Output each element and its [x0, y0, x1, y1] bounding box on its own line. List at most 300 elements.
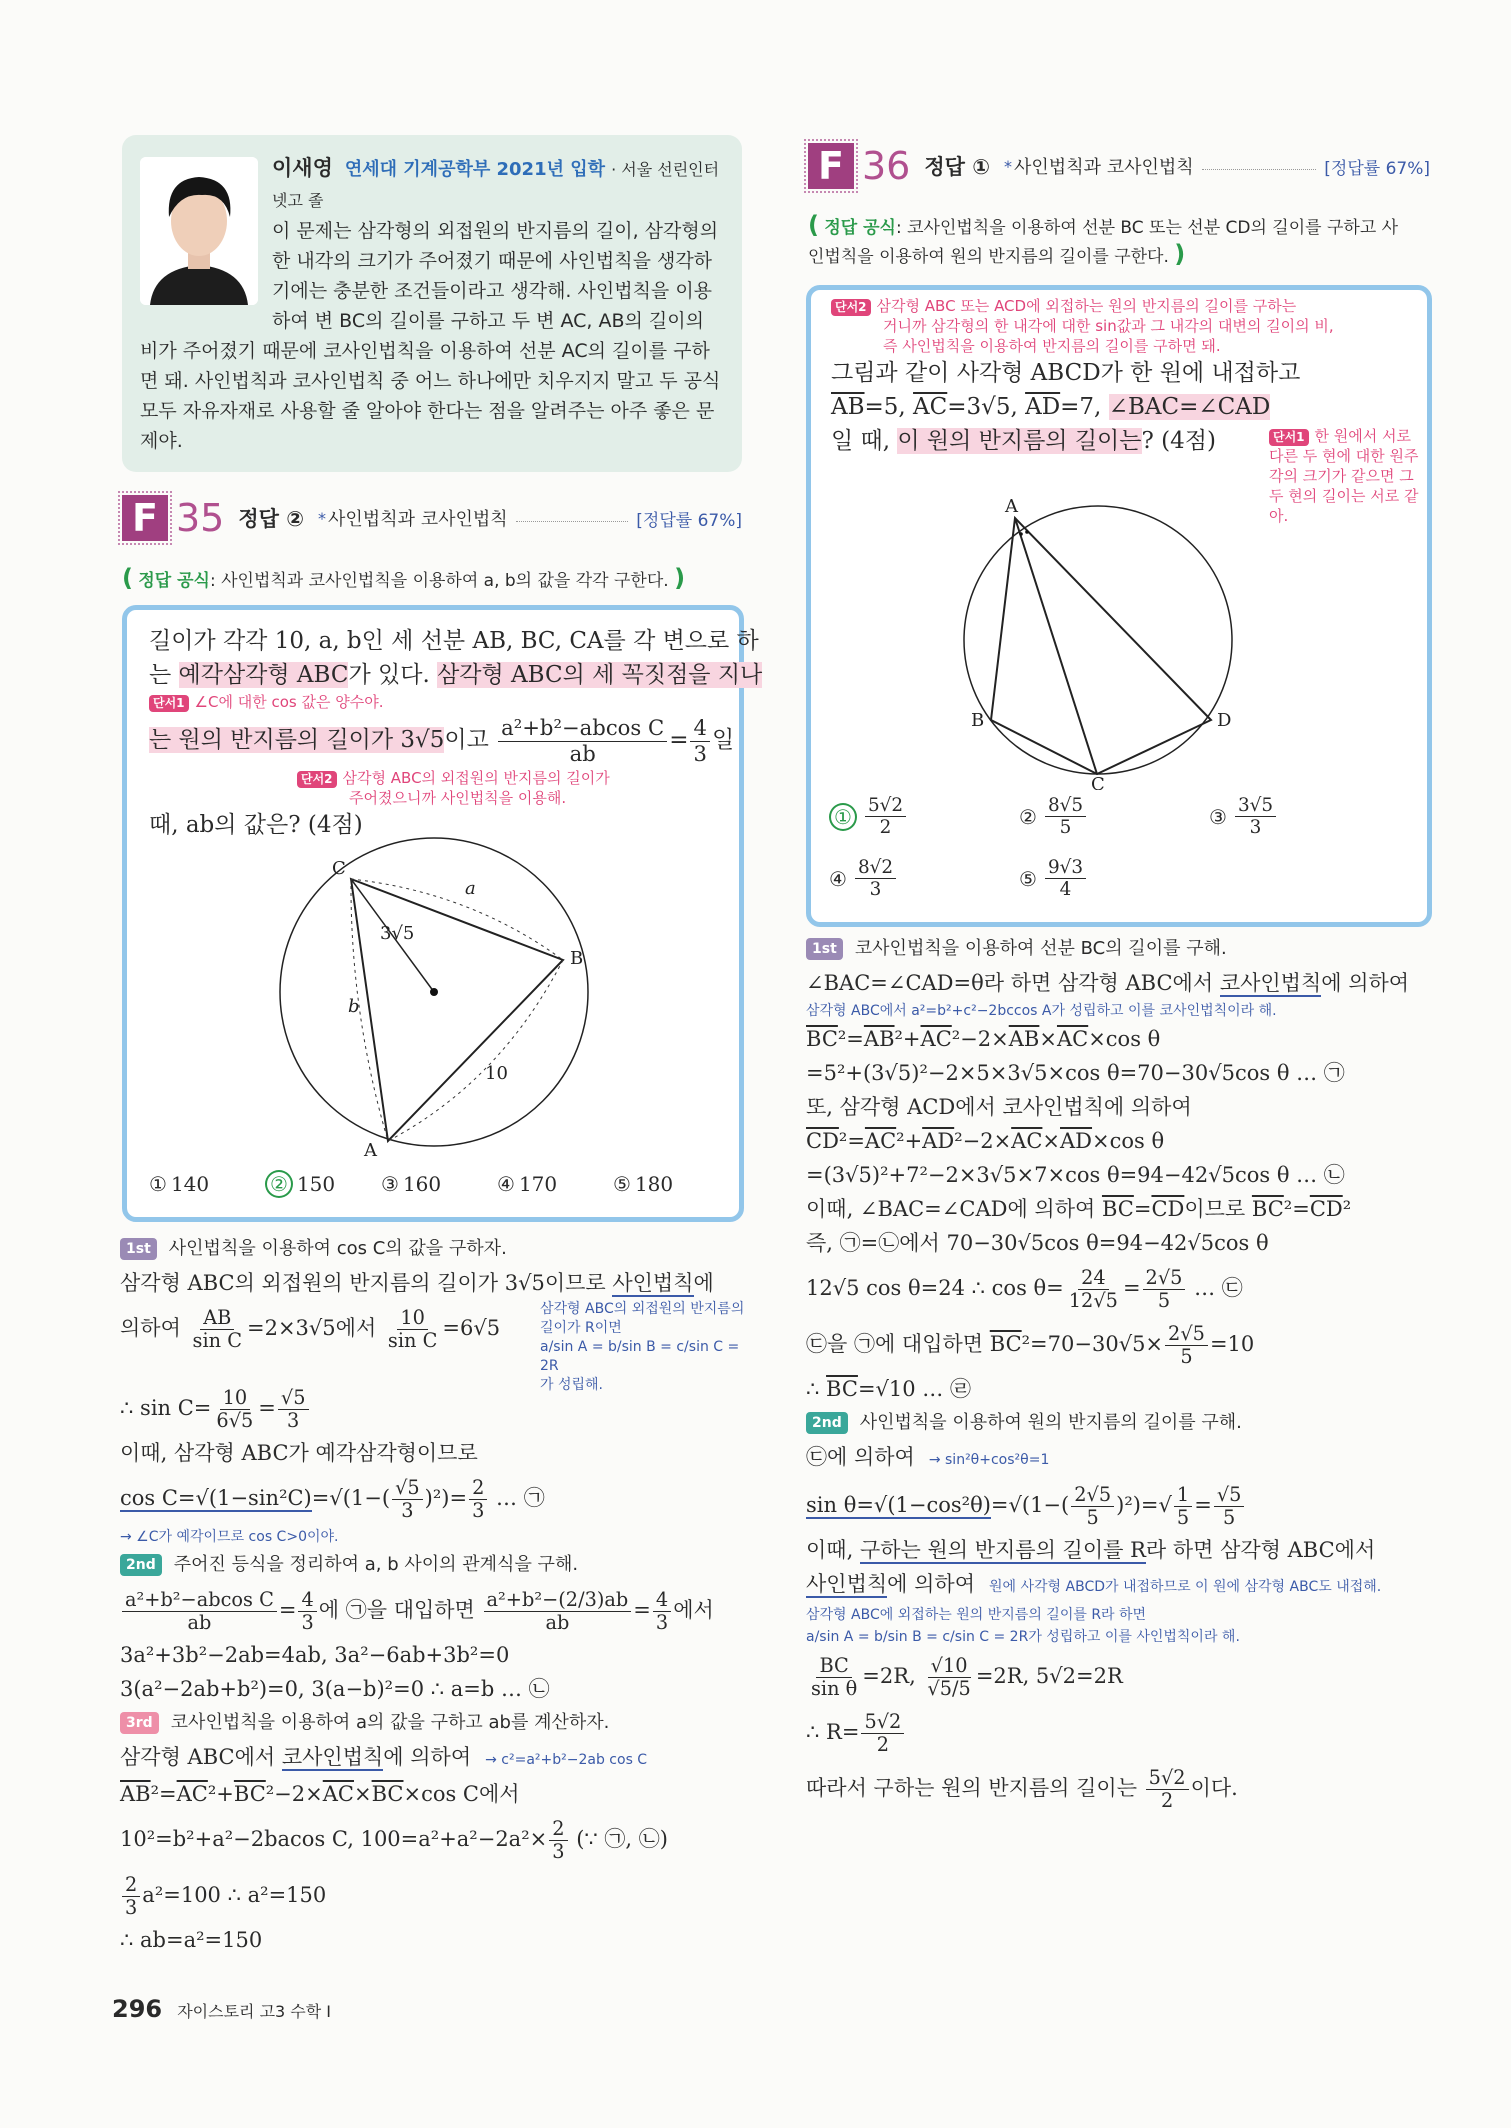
text-run: ×: [1039, 1027, 1057, 1051]
text-line: [806, 1704, 1436, 1760]
text-run: 이때, ∠BAC=∠CAD에 의하여: [806, 1197, 1102, 1221]
fraction: [392, 1477, 423, 1522]
text-run: =: [669, 727, 689, 753]
text-line: [806, 1090, 1436, 1124]
fraction: [1066, 1267, 1121, 1312]
text-run: → ∠C가 예각이므로 cos C>0이야.: [120, 1529, 339, 1545]
star-icon: *: [1004, 156, 1013, 176]
step-badge: 단서2: [297, 771, 337, 788]
text-run: ∠C에 대한 cos 값은 양수야.: [194, 693, 384, 711]
text-run: =√10 … ㉣: [857, 1377, 971, 1401]
numerator: 24: [1078, 1267, 1109, 1290]
step-heading: [120, 1706, 750, 1740]
vertex-label-c: C: [1091, 774, 1105, 790]
choice-fraction: [865, 795, 906, 838]
text-run: 그림과 같이 사각형 ABCD가 한 원에 내접하고: [831, 360, 1301, 386]
text-line: [806, 1533, 1436, 1567]
text-run: =3√5,: [947, 394, 1026, 420]
segment-name: $\overline{BC}$: [233, 1782, 266, 1806]
highlighted-text: 예각삼각형 ABC: [178, 662, 349, 688]
numerator: 8√2: [855, 857, 896, 879]
text-run: ∴: [806, 1377, 827, 1401]
hint-note: [1269, 426, 1419, 526]
denominator: 12√5: [1068, 1289, 1118, 1312]
text-line: [806, 1604, 1436, 1626]
choice-value: 160: [402, 1172, 442, 1196]
section-badge: F: [808, 143, 854, 189]
student-profile-body: [122, 135, 742, 472]
question-35-problem-box: [122, 605, 763, 1222]
question-number: 35: [176, 496, 225, 540]
text-run: 삼각형 ABC에서: [120, 1745, 282, 1769]
text-run: 길이가 각각 10, a, b인 세 선분 AB, BC, CA를 각 변으로 하: [149, 628, 759, 654]
text-run: 코사인법칙을 이용하여 선분 BC의 길이를 구해.: [854, 938, 1227, 959]
text-run: 12√5 cos θ=24 ∴ cos θ=: [806, 1276, 1064, 1300]
text-run: 에 의하여: [887, 1572, 975, 1596]
denominator: 3: [552, 1840, 565, 1863]
fraction: [1165, 1323, 1208, 1368]
text-line: [120, 1300, 750, 1393]
highlighted-text: 삼각형 ABC의 세 꼭짓점을 지나: [437, 662, 763, 688]
annotation-note: → sin²θ+cos²θ=1: [928, 1452, 1050, 1468]
student-profile-card: [122, 135, 742, 472]
student-comment: 이 문제는 삼각형의 외접원의 반지름의 길이, 삼각형의 한 내각의 크기가 주어졌기 때문에 사인법칙을 생각하기에는 충분한 조건들이라고 생각해. 사인법칙을 이용하여 변 BC의 길이를 구하고 두 변 AC, AB의 길이의 비가 주어졌기 때문: [140, 220, 719, 362]
text-run: ²=: [837, 1027, 864, 1051]
answer-choice[interactable]: [1019, 795, 1088, 838]
numerator: 10: [220, 1387, 251, 1410]
choice-fraction: [1045, 857, 1086, 900]
text-run: 즉 사인법칙을 이용하여 반지름의 길이를 구하면 돼.: [883, 337, 1221, 355]
text-run: 코사인법칙을 이용하여 a의 값을 구하고 ab를 계산하자.: [170, 1712, 610, 1733]
radius-label: 3√5: [380, 923, 415, 944]
numerator: a²+b²−abcos C: [498, 716, 667, 741]
segment-name: $\overline{AC}$: [1011, 1129, 1043, 1153]
denominator: 3: [301, 1611, 314, 1634]
segment-name: $\overline{AB}$: [1008, 1027, 1040, 1051]
text-run: =5²+(3√5)²−2×5×3√5×cos θ=70−30√5cos θ … ㉠: [806, 1061, 1345, 1085]
text-run: 이다.: [1190, 1776, 1238, 1800]
text-run: 또, 삼각형 ACD에서 코사인법칙에 의하여: [806, 1095, 1192, 1119]
step-badge: 단서1: [149, 695, 189, 712]
text-run: 이고: [444, 727, 497, 753]
text-line: [831, 356, 1421, 390]
segment-name: $\overline{CD}$: [1151, 1197, 1185, 1221]
denominator: sin C: [387, 1329, 438, 1352]
side-note-line: 가 성립해.: [540, 1377, 603, 1393]
segment-name: $\overline{BC}$: [826, 1377, 858, 1401]
text-run: ×cos θ: [1092, 1129, 1165, 1153]
denominator: 2: [879, 817, 892, 839]
topic-label: 사인법칙과 코사인법칙: [328, 509, 508, 530]
fraction: [122, 1874, 140, 1919]
text-run: =2R,: [862, 1664, 923, 1688]
answer-label: 정답 ①: [924, 155, 991, 179]
correct-rate: [정답률 67%]: [1324, 158, 1430, 179]
text-run: ×cos θ: [1088, 1027, 1161, 1051]
formula-label: 정답 공식: [138, 571, 210, 591]
student-photo-illustration: [140, 157, 258, 305]
hint-line: [831, 336, 1421, 356]
denominator: 5: [1157, 1289, 1171, 1312]
correct-rate: [정답률 67%]: [636, 510, 742, 531]
step-badge: 단서2: [831, 299, 871, 316]
numerator: 3√5: [1235, 795, 1276, 817]
fraction: [469, 1477, 487, 1522]
choice-marker: ①: [149, 1172, 167, 1196]
formula-label: 정답 공식: [824, 218, 896, 238]
text-line: [120, 1811, 750, 1867]
numerator: 8√5: [1045, 795, 1086, 817]
text-line: [120, 1867, 750, 1923]
segment-name: $\overline{BC}$: [1101, 1197, 1134, 1221]
text-line: [806, 1372, 1436, 1406]
text-run: =5,: [864, 394, 914, 420]
answer-choice[interactable]: [829, 795, 908, 838]
text-line: [806, 966, 1436, 1000]
segment-name: $\overline{BC}$: [371, 1782, 404, 1806]
denominator: 5: [1222, 1506, 1236, 1529]
text-run: 즉, ㉠=㉡에서 70−30√5cos θ=94−42√5cos θ: [806, 1231, 1269, 1255]
text-run: 는: [149, 662, 179, 688]
denominator: 3: [125, 1896, 138, 1919]
page-number: 296: [112, 1995, 163, 2023]
answer-choices: [149, 1170, 729, 1198]
step-badge: 3rd: [120, 1712, 159, 1734]
text-run: ×: [1042, 1129, 1061, 1153]
text-run: =: [633, 1598, 651, 1622]
choice-marker: ⑤: [1019, 866, 1037, 891]
circle-center: [430, 988, 438, 996]
answer-label: 정답 ②: [238, 507, 305, 531]
text-run: 에: [693, 1271, 714, 1295]
text-run: ×cos C에서: [403, 1782, 520, 1806]
fraction: [122, 1589, 277, 1634]
text-run: =(3√5)²+7²−2×3√5×7×cos θ=94−42√5cos θ … ㉡: [806, 1163, 1345, 1187]
text-run: 3(a²−2ab+b²)=0, 3(a−b)²=0 ∴ a=b … ㉡: [120, 1677, 550, 1701]
hint-line: [149, 768, 729, 788]
step-badge: 1st: [120, 1238, 157, 1260]
text-line: [120, 1638, 750, 1672]
segment-name: $\overline{AC}$: [1056, 1027, 1089, 1051]
underlined-text: 코사인법칙: [1219, 971, 1322, 995]
text-line: [806, 1124, 1436, 1158]
fraction: [190, 1307, 245, 1352]
numerator: BC: [816, 1655, 851, 1678]
fraction: [690, 716, 709, 766]
answer-choice[interactable]: [613, 1170, 729, 1198]
text-line: [806, 1260, 1436, 1316]
vertex-label-c: C: [332, 858, 346, 879]
vertex-label-a: A: [1005, 496, 1018, 517]
text-line: [120, 1672, 750, 1706]
text-line: [120, 1777, 750, 1811]
underlined-text: 사인법칙: [806, 1572, 888, 1596]
segment-name: $\overline{AD}$: [1060, 1129, 1093, 1153]
denominator: 2: [876, 1733, 890, 1756]
step-badge: 2nd: [806, 1412, 848, 1434]
fraction: [1214, 1484, 1245, 1529]
text-run: =2R, 5√2=2R: [975, 1664, 1123, 1688]
text-run: … ㉠: [489, 1486, 545, 1510]
denominator: 3: [472, 1499, 485, 1522]
fraction: [924, 1655, 973, 1700]
step-heading: [806, 1406, 1436, 1440]
numerator: a²+b²−abcos C: [122, 1589, 277, 1612]
dotted-leader: [1202, 169, 1317, 170]
diagonal-ac: [1015, 518, 1097, 774]
text-run: =7,: [1060, 394, 1109, 420]
numerator: √5: [1214, 1484, 1245, 1507]
hint-line: [831, 316, 1421, 336]
highlighted-text: 이 원의 반지름의 길이는: [897, 428, 1142, 454]
underlined-text: sin θ=√(1−cos²θ): [806, 1493, 991, 1517]
numerator: 2√5: [1143, 1267, 1186, 1290]
hint-text: 한 원에서 서로 다른 두 현에 대한 원주각의 크기가 같으면 그 두 현의 길이는 서로 같아.: [1269, 427, 1419, 525]
text-run: 3a²+3b²−2ab=4ab, 3a²−6ab+3b²=0: [120, 1643, 510, 1667]
numerator: 4: [298, 1589, 316, 1612]
topic-label: 사인법칙과 코사인법칙: [1014, 157, 1194, 178]
answer-formula: ( 정답 공식: 코사인법칙을 이용하여 선분 BC 또는 선분 CD의 길이를 구하고 사인법칙을 이용하여 원의 반지름의 길이를 구한다. ): [808, 211, 1399, 268]
segment-name: $\overline{AD}$: [922, 1129, 955, 1153]
fraction: [498, 716, 667, 766]
numerator: 4: [653, 1589, 671, 1612]
vertex-label-b: B: [971, 710, 985, 731]
numerator: 2: [469, 1477, 487, 1500]
text-line: [806, 1022, 1436, 1056]
choice-marker: ④: [497, 1172, 515, 1196]
segment-name: $\overline{CD}$: [1309, 1197, 1343, 1221]
text-run: 거니까 삼각형의 한 내각에 대한 sin값과 그 내각의 대변의 길이의 비,: [883, 317, 1334, 335]
denominator: ab: [569, 740, 596, 766]
text-run: =2×3√5에서: [247, 1316, 383, 1340]
text-run: 일 때,: [831, 428, 898, 454]
fraction: [653, 1589, 671, 1634]
denominator: sin θ: [811, 1677, 858, 1700]
text-run: ? (4점): [1141, 428, 1216, 454]
denominator: 3: [693, 740, 707, 766]
text-line: [806, 1316, 1436, 1372]
denominator: 3: [1249, 817, 1262, 839]
question-36-problem-box: [806, 285, 1432, 927]
denominator: sin C: [192, 1329, 242, 1352]
segment-name: $\overline{BC}$: [1251, 1197, 1284, 1221]
segment-name: $\overline{AC}$: [864, 1129, 897, 1153]
segment-name: $\overline{AD}$: [1025, 394, 1061, 420]
denominator: 5: [1086, 1506, 1099, 1529]
text-run: ²=: [150, 1782, 177, 1806]
text-run: =: [1133, 1197, 1152, 1221]
fraction: [1143, 1267, 1186, 1312]
text-line: [149, 624, 759, 658]
hint-line: [149, 788, 729, 808]
numerator: 5√2: [1146, 1767, 1189, 1790]
highlighted-text: 는 원의 반지름의 길이가 3√5: [149, 727, 445, 753]
side-label-a: a: [465, 878, 476, 899]
step-badge: 1st: [806, 938, 843, 960]
numerator: 2: [122, 1874, 140, 1897]
choice-marker: ②: [1019, 804, 1037, 829]
choice-value: 140: [170, 1172, 210, 1196]
text-run: ∴ R=: [806, 1720, 860, 1744]
text-line: [120, 1266, 750, 1300]
text-line: [120, 1740, 750, 1777]
problem-text: [149, 624, 763, 842]
annotation-note: 원에 사각형 ABCD가 내접하므로 이 원에 삼각형 ABC도 내접해.: [988, 1579, 1382, 1595]
text-run: ²−2×: [265, 1782, 323, 1806]
highlighted-text: ∠BAC=∠CAD: [1108, 394, 1271, 420]
page-footer: [112, 1995, 331, 2023]
vertex-label-b: B: [570, 948, 584, 969]
denominator: 6√5: [216, 1409, 254, 1432]
text-line: [831, 390, 1421, 424]
text-line: [120, 1436, 750, 1470]
text-run: 삼각형 ABC의 외접원의 반지름의 길이가: [342, 769, 610, 787]
question-number: 36: [862, 144, 911, 188]
segment-name: $\overline{AC}$: [920, 1027, 952, 1051]
text-run: 삼각형 ABC 또는 ACD에 외접하는 원의 반지름의 길이를 구하는: [876, 297, 1297, 315]
text-run: (∵ ㉠, ㉡): [569, 1827, 668, 1851]
text-run: 의하여: [120, 1316, 188, 1340]
fraction: [278, 1387, 309, 1432]
hint-badge: 단서1: [1269, 429, 1309, 446]
formula-text: : 사인법칙과 코사인법칙을 이용하여 a, b의 값을 각각 구한다.: [209, 571, 669, 591]
segment-name: $\overline{CD}$: [806, 1129, 839, 1153]
text-run: 이므로: [1184, 1197, 1252, 1221]
fraction: [385, 1307, 440, 1352]
text-line: [806, 1567, 1436, 1604]
choice-value: 180: [634, 1172, 674, 1196]
side-note-line: 삼각형 ABC의 외접원의 반지름의 길이가 R이면: [540, 1301, 745, 1336]
text-run: =√(1−(: [990, 1493, 1070, 1517]
text-line: [831, 424, 1421, 525]
quadrilateral-abcd: [991, 518, 1211, 774]
text-run: ²: [1342, 1197, 1352, 1221]
answer-choice[interactable]: [265, 1170, 381, 1198]
text-run: 삼각형 ABC의 외접원의 반지름의 길이가 3√5이므로: [120, 1271, 613, 1295]
answer-choice[interactable]: [1209, 795, 1278, 838]
text-line: [120, 1470, 750, 1526]
step-badge: 2nd: [120, 1554, 162, 1576]
text-run: ²−2×: [954, 1129, 1012, 1153]
text-run: =6√5: [442, 1316, 501, 1340]
student-name: 이새영: [272, 156, 333, 180]
fraction: [808, 1655, 860, 1700]
hint-line: [149, 692, 729, 712]
text-run: ²−2×: [951, 1027, 1009, 1051]
text-run: =10: [1209, 1332, 1255, 1356]
question-36-solution: [806, 932, 1436, 1816]
text-run: ∴ sin C=: [120, 1396, 212, 1420]
side-label-b: b: [348, 996, 360, 1017]
text-run: ²=: [1283, 1197, 1310, 1221]
answer-choice[interactable]: [497, 1170, 613, 1198]
answer-choice[interactable]: [381, 1170, 497, 1198]
text-line: [149, 658, 763, 692]
segment-name: $\overline{BC}$: [806, 1027, 838, 1051]
step-heading: [120, 1548, 750, 1582]
text-run: ²+: [896, 1129, 923, 1153]
answer-choice[interactable]: [1019, 857, 1088, 900]
segment-name: $\overline{BC}$: [989, 1332, 1022, 1356]
text-run: 삼각형 ABC에 외접하는 원의 반지름의 길이를 R라 하면: [806, 1607, 1147, 1623]
text-line: [806, 1192, 1436, 1226]
fraction: [1146, 1767, 1189, 1812]
text-run: a²=100 ∴ a²=150: [142, 1883, 327, 1907]
annotation-note: → c²=a²+b²−2ab cos C: [485, 1752, 648, 1768]
formula-text: : 코사인법칙을 이용하여 선분 BC 또는 선분 CD의 길이를 구하고 사인법칙을 이용하여 원의 반지름의 길이를 구한다.: [808, 218, 1399, 267]
text-run: =: [258, 1396, 276, 1420]
text-run: 때, ab의 값은? (4점): [149, 812, 363, 838]
text-run: =√(1−(: [311, 1486, 391, 1510]
numerator: 9√3: [1045, 857, 1086, 879]
text-run: ²+: [894, 1027, 921, 1051]
answer-choice[interactable]: [149, 1170, 265, 1198]
fraction: [1174, 1484, 1192, 1529]
angle-mark: [1025, 530, 1029, 534]
numerator: √5: [278, 1387, 309, 1410]
text-run: 사인법칙을 이용하여 cos C의 값을 구하자.: [168, 1238, 507, 1259]
numerator: 5√2: [865, 795, 906, 817]
segment-name: $\overline{AC}$: [176, 1782, 208, 1806]
text-run: 이때, 삼각형 ABC가 예각삼각형이므로: [120, 1441, 478, 1465]
denominator: √5/5: [927, 1677, 971, 1700]
underlined-text: cos C=√(1−sin²C): [120, 1486, 312, 1510]
denominator: 5: [1180, 1345, 1193, 1368]
choice-marker: ②: [265, 1170, 293, 1198]
denominator: 3: [869, 879, 882, 901]
text-line: [806, 1440, 1436, 1477]
text-line: [806, 1158, 1436, 1192]
choice-marker: ⑤: [613, 1172, 631, 1196]
segment-name: $\overline{AC}$: [322, 1782, 354, 1806]
text-run: ²=70−30√5×: [1021, 1332, 1164, 1356]
step-heading: [806, 932, 1436, 966]
text-run: 라 하면 삼각형 ABC에서: [1145, 1538, 1376, 1562]
segment-name: $\overline{AB}$: [831, 394, 865, 420]
numerator: 1: [1174, 1484, 1192, 1507]
text-run: ²+: [207, 1782, 234, 1806]
text-line: [120, 1582, 750, 1638]
numerator: a²+b²−(2/3)ab: [484, 1589, 632, 1612]
text-run: 에 의하여: [1321, 971, 1410, 995]
student-university: 연세대 기계공학부 2021년 입학: [344, 159, 606, 180]
fraction: [484, 1589, 632, 1634]
segment-name: $\overline{AC}$: [913, 394, 948, 420]
student-photo: [140, 157, 258, 305]
denominator: 3: [655, 1611, 669, 1634]
text-run: 주어진 등식을 정리하여 a, b 사이의 관계식을 구해.: [173, 1554, 579, 1575]
text-line: [806, 1477, 1436, 1533]
section-badge: F: [122, 495, 168, 541]
text-run: 10²=b²+a²−2bacos C, 100=a²+a²−2a²×: [120, 1827, 548, 1851]
numerator: AB: [200, 1307, 234, 1330]
fraction: [549, 1818, 567, 1863]
text-run: 일: [711, 727, 735, 753]
text-run: =: [1122, 1276, 1141, 1300]
answer-choice[interactable]: [829, 857, 898, 900]
vertex-label-a: A: [364, 1140, 377, 1161]
text-run: 이때,: [806, 1538, 860, 1562]
side-label-10: 10: [485, 1063, 508, 1084]
segment-name: $\overline{AB}$: [120, 1782, 151, 1806]
text-run: ㉢을 ㉠에 대입하면: [806, 1332, 990, 1356]
denominator: 5: [1176, 1506, 1190, 1529]
text-line: [806, 1226, 1436, 1260]
numerator: 4: [690, 716, 709, 741]
denominator: ab: [545, 1611, 570, 1634]
student-comment-continued: 에 코사인법칙을 이용하여 선분 AC의 길이를 구하면 돼. 사인법칙과 코사인법칙 중 어느 하나에만 치우지지 말고 두 공식 모두 자유자재로 사용할 줄 알아야 한다는 점을 알려주는 아주 좋은 문제야.: [140, 340, 721, 452]
text-line: [806, 1626, 1436, 1648]
